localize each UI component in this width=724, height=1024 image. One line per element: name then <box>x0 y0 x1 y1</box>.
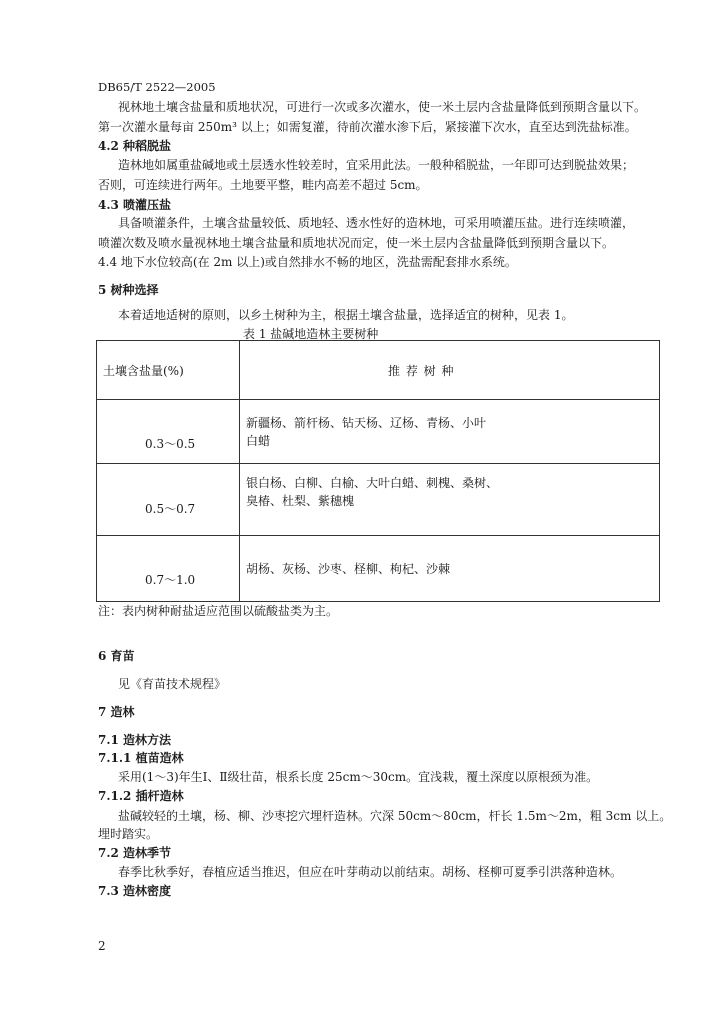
page-number: 2 <box>98 939 106 953</box>
paragraph-line: 春季比秋季好，春植应适当推迟，但应在叶芽萌动以前结束。胡杨、柽柳可夏季引洪落种造林。 <box>118 865 623 879</box>
table-header-row <box>97 341 660 400</box>
heading-7-3: 7.3 造林密度 <box>98 884 172 898</box>
heading-7: 7 造林 <box>98 705 135 719</box>
paragraph-line: 具备喷灌条件，土壤含盐量较低、质地轻、透水性好的造林地，可采用喷灌压盐。进行连续喷灌， <box>118 216 635 230</box>
paragraph-line: 见《育苗技术规程》 <box>118 677 227 691</box>
species-line: 胡杨、灰杨、沙枣、柽柳、枸杞、沙棘 <box>246 562 451 576</box>
paragraph-line: 视林地土壤含盐量和质地状况，可进行一次或多次灌水，使一米土层内含盐量降低到预期含量以下。 <box>118 100 647 114</box>
table-row <box>97 464 660 536</box>
heading-6: 6 育苗 <box>98 649 135 663</box>
species-line: 白蜡 <box>246 434 271 448</box>
paragraph-line: 埋时踏实。 <box>98 827 159 841</box>
doc-number: DB65/T 2522—2005 <box>98 80 216 94</box>
heading-4-2: 4.2 种稻脱盐 <box>98 139 172 153</box>
table-row <box>97 400 660 464</box>
heading-7-2: 7.2 造林季节 <box>98 846 172 860</box>
salt-range: 0.3～0.5 <box>145 437 196 451</box>
table-note: 注：表内树种耐盐适应范围以硫酸盐类为主。 <box>98 604 339 618</box>
salt-range: 0.7～1.0 <box>145 573 196 587</box>
tree-species-table <box>96 340 660 602</box>
heading-4-4: 4.4 地下水位较高(在 2m 以上)或自然排水不畅的地区，洗盐需配套排水系统。 <box>98 255 517 269</box>
table-row <box>97 536 660 602</box>
species-line: 银白杨、白柳、白榆、大叶白蜡、刺槐、桑树、 <box>246 476 499 490</box>
heading-7-1-1: 7.1.1 植苗造林 <box>98 751 184 765</box>
salt-range: 0.5～0.7 <box>145 502 196 516</box>
heading-7-1-2: 7.1.2 插杆造林 <box>98 789 184 803</box>
paragraph-line: 本着适地适树的原则，以乡土树种为主，根据土壤含盐量，选择适宜的树种，见表 1。 <box>118 308 574 322</box>
paragraph-line: 否则，可连续进行两年。土地要平整，畦内高差不超过 5cm。 <box>98 178 428 192</box>
paragraph-line: 喷灌次数及喷水量视林地土壤含盐量和质地状况而定，使一米土层内含盐量降低到预期含量以下。 <box>98 236 615 250</box>
header-salt-content: 土壤含盐量(%) <box>103 364 184 378</box>
paragraph-line: 盐碱较轻的土壤，杨、柳、沙枣挖穴埋杆造林。穴深 50cm～80cm，杆长 1.5m～2m，粗 3cm 以上。 <box>118 809 672 823</box>
heading-5: 5 树种选择 <box>98 283 159 297</box>
table-caption: 表 1 盐碱地造林主要树种 <box>243 327 379 341</box>
heading-4-3: 4.3 喷灌压盐 <box>98 198 172 212</box>
species-line: 臭椿、杜梨、紫穗槐 <box>246 494 355 508</box>
header-species: 推 荐 树 种 <box>388 364 455 378</box>
paragraph-line: 造林地如属重盐碱地或土层透水性较差时，宜采用此法。一般种稻脱盐，一年即可达到脱盐效果； <box>118 158 635 172</box>
heading-7-1: 7.1 造林方法 <box>98 733 172 747</box>
paragraph-line: 第一次灌水量每亩 250m³ 以上；如需复灌，待前次灌水渗下后，紧接灌下次水，直至达到洗盐标准。 <box>98 120 637 134</box>
species-line: 新疆杨、箭杆杨、钻天杨、辽杨、青杨、小叶 <box>246 416 487 430</box>
paragraph-line: 采用(1～3)年生Ⅰ、Ⅱ级壮苗，根系长度 25cm～30cm。宜浅栽，覆土深度以原根颈为准。 <box>118 770 599 784</box>
